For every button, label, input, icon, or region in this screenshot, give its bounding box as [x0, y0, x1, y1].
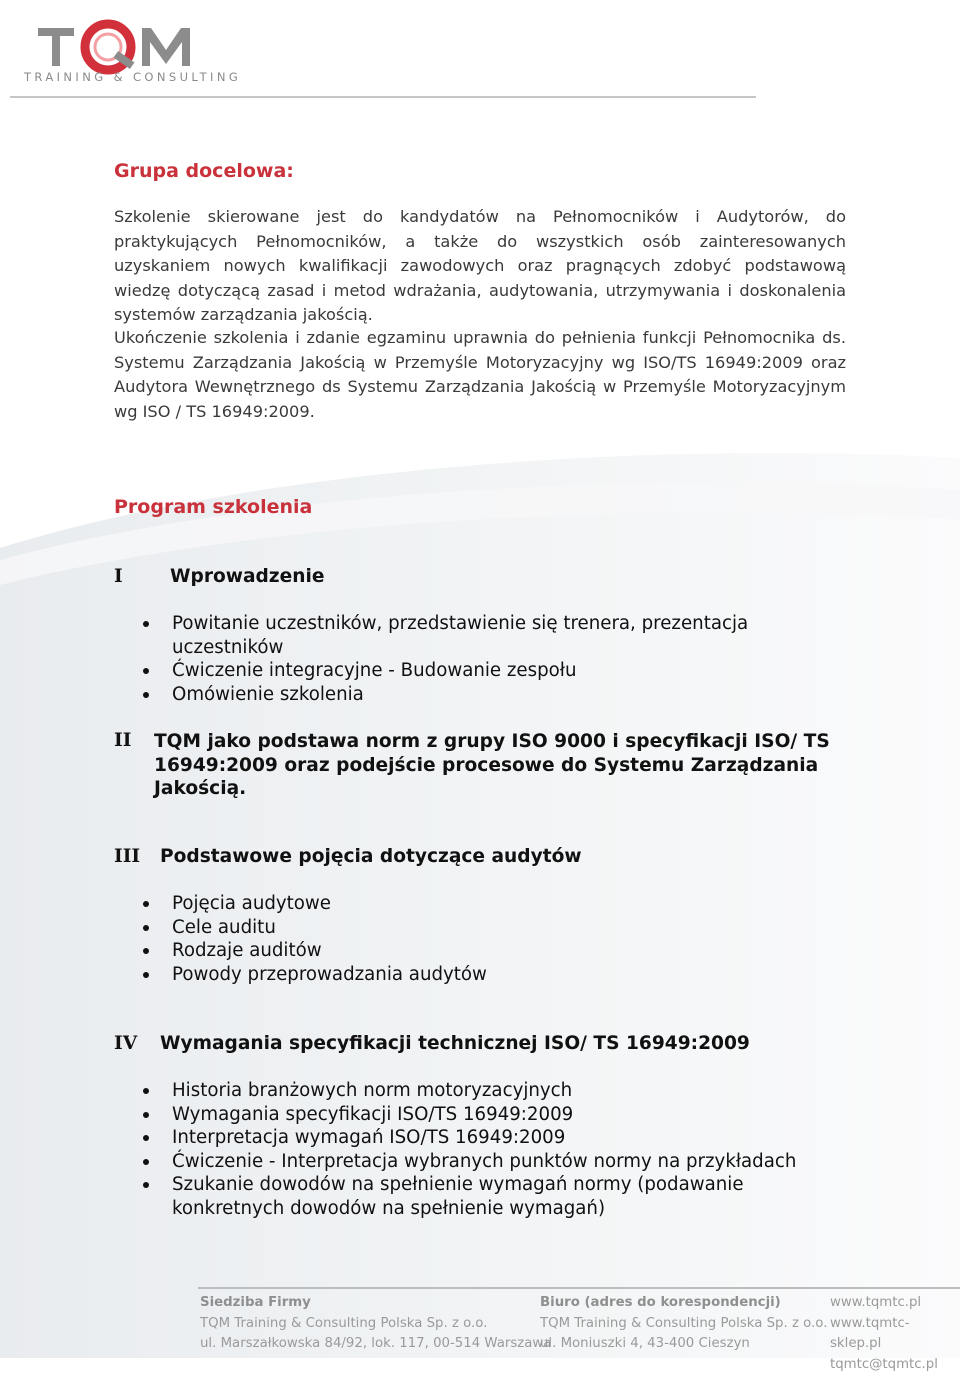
bullet-icon — [143, 1088, 149, 1094]
list-item: Pojęcia audytowe — [140, 892, 840, 916]
footer-hq-company: TQM Training & Consulting Polska Sp. z o.o. — [200, 1314, 551, 1335]
tqm-logo-icon — [36, 10, 206, 76]
part-4-list — [140, 1079, 830, 1220]
list-item: Ćwiczenie integracyjne - Budowanie zespołu — [140, 659, 840, 683]
part-4-title: Wymagania specyfikacji technicznej ISO/ TS 16949:2009 — [160, 1033, 750, 1054]
bullet-icon — [143, 901, 149, 907]
footer-contact — [830, 1293, 960, 1375]
program-heading: Program szkolenia — [114, 496, 312, 518]
footer-shop-link[interactable]: www.tqmtc-sklep.pl — [830, 1314, 960, 1355]
bullet-icon — [143, 668, 149, 674]
list-item: Cele auditu — [140, 916, 840, 940]
part-3-number: III — [114, 846, 140, 867]
footer-office-title: Biuro (adres do korespondencji) — [540, 1293, 827, 1314]
bullet-icon — [143, 621, 149, 627]
part-2-title: TQM jako podstawa norm z grupy ISO 9000 i specyfikacji ISO/ TS 16949:2009 oraz podejście procesowe do Systemu Zarządzania Jakością. — [154, 730, 834, 801]
bullet-icon — [143, 1112, 149, 1118]
footer-website-link[interactable]: www.tqmtc.pl — [830, 1293, 960, 1314]
footer-office-address: ul. Moniuszki 4, 43-400 Cieszyn — [540, 1334, 827, 1355]
bullet-icon — [143, 692, 149, 698]
footer-office — [540, 1293, 827, 1355]
part-2-number: II — [114, 730, 131, 751]
list-item: Rodzaje auditów — [140, 939, 840, 963]
footer-divider — [198, 1287, 960, 1289]
part-1-title: Wprowadzenie — [170, 566, 324, 587]
list-item: Historia branżowych norm motoryzacyjnych — [140, 1079, 830, 1103]
target-paragraph-2: Ukończenie szkolenia i zdanie egzaminu uprawnia do pełnienia funkcji Pełnomocnika ds. Systemu Zarządzania Jakością w Przemyśle Motoryzacyjny wg ISO/TS 16949:2009 oraz Audytora Wewnętrznego ds Systemu Zarządzania Jakością w Przemyśle Motoryzacyjnym wg ISO / TS 16949:2009. — [114, 326, 846, 424]
list-item: Wymagania specyfikacji ISO/TS 16949:2009 — [140, 1103, 830, 1127]
list-item: Powody przeprowadzania audytów — [140, 963, 840, 987]
footer — [0, 1285, 960, 1358]
list-item: Powitanie uczestników, przedstawienie się trenera, prezentacja uczestników — [140, 612, 840, 659]
footer-office-company: TQM Training & Consulting Polska Sp. z o.o. — [540, 1314, 827, 1335]
header-divider — [10, 96, 756, 98]
list-item: Omówienie szkolenia — [140, 683, 840, 707]
bullet-icon — [143, 972, 149, 978]
footer-hq-address: ul. Marszałkowska 84/92, lok. 117, 00-514 Warszawa — [200, 1334, 551, 1355]
target-group-heading: Grupa docelowa: — [114, 160, 294, 182]
part-1-list — [140, 612, 840, 706]
logo-tagline: TRAINING & CONSULTING — [24, 70, 241, 84]
bullet-icon — [143, 1159, 149, 1165]
part-3-list — [140, 892, 840, 986]
footer-email-link[interactable]: tqmtc@tqmtc.pl — [830, 1355, 960, 1375]
part-3-title: Podstawowe pojęcia dotyczące audytów — [160, 846, 582, 867]
list-item: Szukanie dowodów na spełnienie wymagań normy (podawanie konkretnych dowodów na spełnienie wymagań) — [140, 1173, 830, 1220]
bullet-icon — [143, 1135, 149, 1141]
footer-hq-title: Siedziba Firmy — [200, 1293, 551, 1314]
target-paragraph-1: Szkolenie skierowane jest do kandydatów na Pełnomocników i Audytorów, do praktykujących Pełnomocników, a także do wszystkich osób zainteresowanych uzyskaniem nowych kwalifikacji zawodowych oraz pragnących zdobyć podstawową wiedzę dotyczącą zasad i metod wdrażania, audytowania, utrzymywania i doskonalenia systemów zarządzania jakością. — [114, 205, 846, 328]
list-item: Ćwiczenie - Interpretacja wybranych punktów normy na przykładach — [140, 1150, 830, 1174]
bullet-icon — [143, 948, 149, 954]
footer-headquarters — [200, 1293, 551, 1355]
bullet-icon — [143, 925, 149, 931]
list-item: Interpretacja wymagań ISO/TS 16949:2009 — [140, 1126, 830, 1150]
bullet-icon — [143, 1182, 149, 1188]
part-1-number: I — [114, 566, 123, 587]
part-4-number: IV — [114, 1033, 137, 1054]
